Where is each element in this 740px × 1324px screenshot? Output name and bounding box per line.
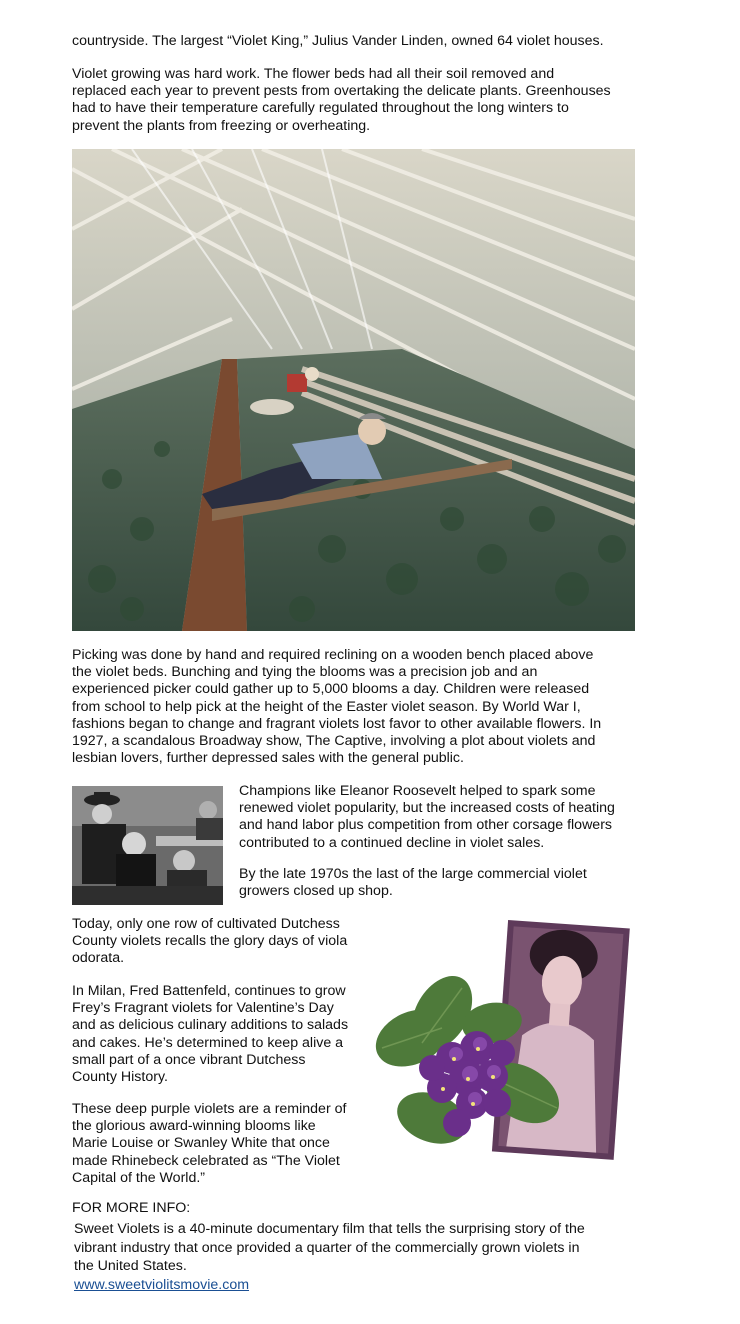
paragraph-today bbox=[72, 916, 347, 968]
paragraph-roosevelt bbox=[239, 783, 615, 852]
violets-collage bbox=[372, 918, 630, 1170]
text-line: replaced each year to prevent pests from overtaking the delicate plants. Greenhouses bbox=[72, 83, 611, 100]
text-line: growers closed up shop. bbox=[239, 883, 393, 900]
text-line: Marie Louise or Swanley White that once bbox=[72, 1135, 330, 1152]
paragraph-milan bbox=[72, 983, 348, 1086]
text-line: Violet growing was hard work. The flower beds had all their soil removed and bbox=[72, 66, 555, 82]
text-line: County violets recalls the glory days of viola bbox=[72, 933, 348, 950]
text-line: Capital of the World.” bbox=[72, 1169, 206, 1186]
text-line: County History. bbox=[72, 1069, 168, 1086]
paragraph-violet-king: countryside. The largest “Violet King,” Julius Vander Linden, owned 64 violet houses. bbox=[72, 33, 604, 49]
text-line: Picking was done by hand and required reclining on a wooden bench placed above bbox=[72, 647, 594, 663]
text-line: had to have their temperature carefully regulated throughout the long winters to bbox=[72, 100, 569, 117]
text-line: lesbian lovers, further depressed sales with the general public. bbox=[72, 750, 464, 767]
text-line: the violet beds. Bunching and tying the blooms was a precision job and an bbox=[72, 664, 538, 681]
paragraph-violet-growing bbox=[72, 66, 611, 135]
paragraph-1970s bbox=[239, 866, 587, 900]
text-line: 1927, a scandalous Broadway show, The Captive, involving a plot about violets and bbox=[72, 733, 596, 750]
text-line: odorata. bbox=[72, 950, 125, 967]
paragraph-picking bbox=[72, 647, 601, 767]
website-link[interactable]: www.sweetviolitsmovie.com bbox=[74, 1276, 250, 1293]
text-line: made Rhinebeck celebrated as “The Violet bbox=[72, 1152, 340, 1169]
text-line: vibrant industry that once provided a quarter of the commercially grown violets in bbox=[74, 1239, 580, 1256]
text-line: and cakes. He’s determined to keep alive a bbox=[72, 1034, 344, 1051]
text-line: experienced picker could gather up to 5,000 blooms a day. Children were released bbox=[72, 681, 590, 698]
text-line: renewed violet popularity, but the increased costs of heating bbox=[239, 800, 615, 817]
text-line: Today, only one row of cultivated Dutchess bbox=[72, 916, 340, 932]
text-line: By the late 1970s the last of the large commercial violet bbox=[239, 866, 587, 882]
text-line: Champions like Eleanor Roosevelt helped to spark some bbox=[239, 783, 596, 799]
text-line: Sweet Violets is a 40-minute documentary film that tells the surprising story of the bbox=[74, 1221, 585, 1237]
text-line: contributed to a continued decline in violet sales. bbox=[239, 834, 545, 851]
text-line: In Milan, Fred Battenfeld, continues to grow bbox=[72, 983, 346, 999]
text-line: fashions began to change and fragrant violets lost favor to other available flowers. In bbox=[72, 715, 602, 732]
paragraph-deep-purple bbox=[72, 1101, 346, 1187]
text-line: Frey’s Fragrant violets for Valentine’s Day bbox=[72, 1000, 334, 1017]
more-info-heading: FOR MORE INFO: bbox=[72, 1200, 191, 1216]
text-line: prevent the plants from freezing or overheating. bbox=[72, 117, 371, 134]
text-line: and as delicious culinary additions to salads bbox=[72, 1017, 349, 1034]
text-line: from school to help pick at the height of the Easter violet season. By World War I, bbox=[72, 698, 581, 715]
more-info-body bbox=[74, 1220, 585, 1294]
text-line: These deep purple violets are a reminder of bbox=[72, 1101, 347, 1117]
text-line: the glorious award-winning blooms like bbox=[72, 1118, 316, 1135]
greenhouse-photo bbox=[72, 149, 635, 631]
text-line: small part of a once vibrant Dutchess bbox=[72, 1051, 306, 1068]
roosevelt-photo bbox=[72, 786, 223, 905]
text-line: the United States. bbox=[74, 1258, 187, 1274]
text-line: and hand labor plus competition from other corsage flowers bbox=[239, 817, 613, 834]
